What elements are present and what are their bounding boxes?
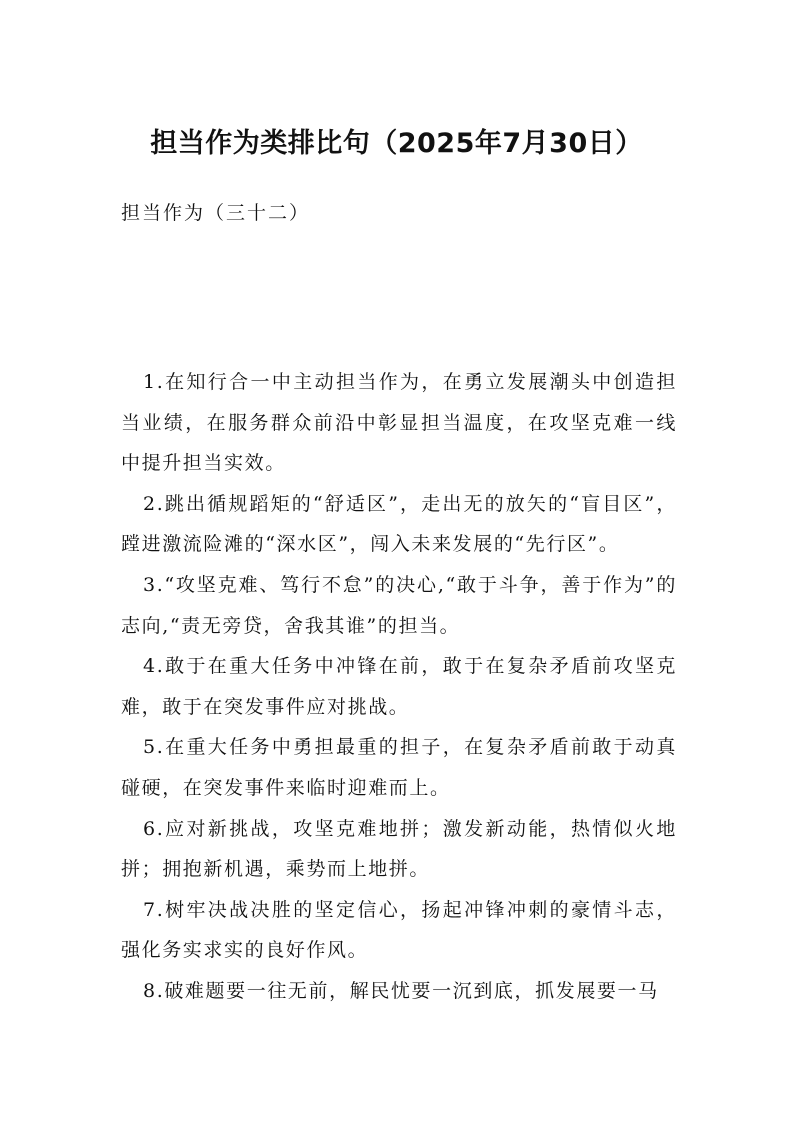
list-item: 6.应对新挑战，攻坚克难地拼；激发新动能，热情似火地拼；拥抱新机遇，乘势而上地拼。 [121,817,677,881]
list-item: 2.跳出循规蹈矩的“舒适区”，走出无的放矢的“盲目区”，蹚进激流险滩的“深水区”，闯入未来发展的“先行区”。 [121,492,677,556]
list-item: 8.破难题要一往无前，解民忧要一沉到底，抓发展要一马 [143,979,659,1002]
list-item: 4.敢于在重大任务中冲锋在前，敢于在复杂矛盾前攻坚克难，敢于在突发事件应对挑战。 [121,655,677,718]
sentence-list [121,362,677,1012]
list-item: 3.“攻坚克难、笃行不怠”的决心,“敢于斗争，善于作为”的志向,“责无旁贷，舍我其谁”的担当。 [121,573,677,637]
document-title: 担当作为类排比句（2025年7月30日） [150,128,643,159]
list-item: 5.在重大任务中勇担最重的担子，在复杂矛盾前敢于动真碰硬，在突发事件来临时迎难而上。 [121,736,677,799]
list-item: 1.在知行合一中主动担当作为，在勇立发展潮头中创造担当业绩，在服务群众前沿中彰显担当温度，在攻坚克难一线中提升担当实效。 [121,371,677,475]
section-heading: 担当作为（三十二） [121,202,311,224]
list-item: 7.树牢决战决胜的坚定信心，扬起冲锋冲刺的豪情斗志，强化务实求实的良好作风。 [121,898,677,962]
